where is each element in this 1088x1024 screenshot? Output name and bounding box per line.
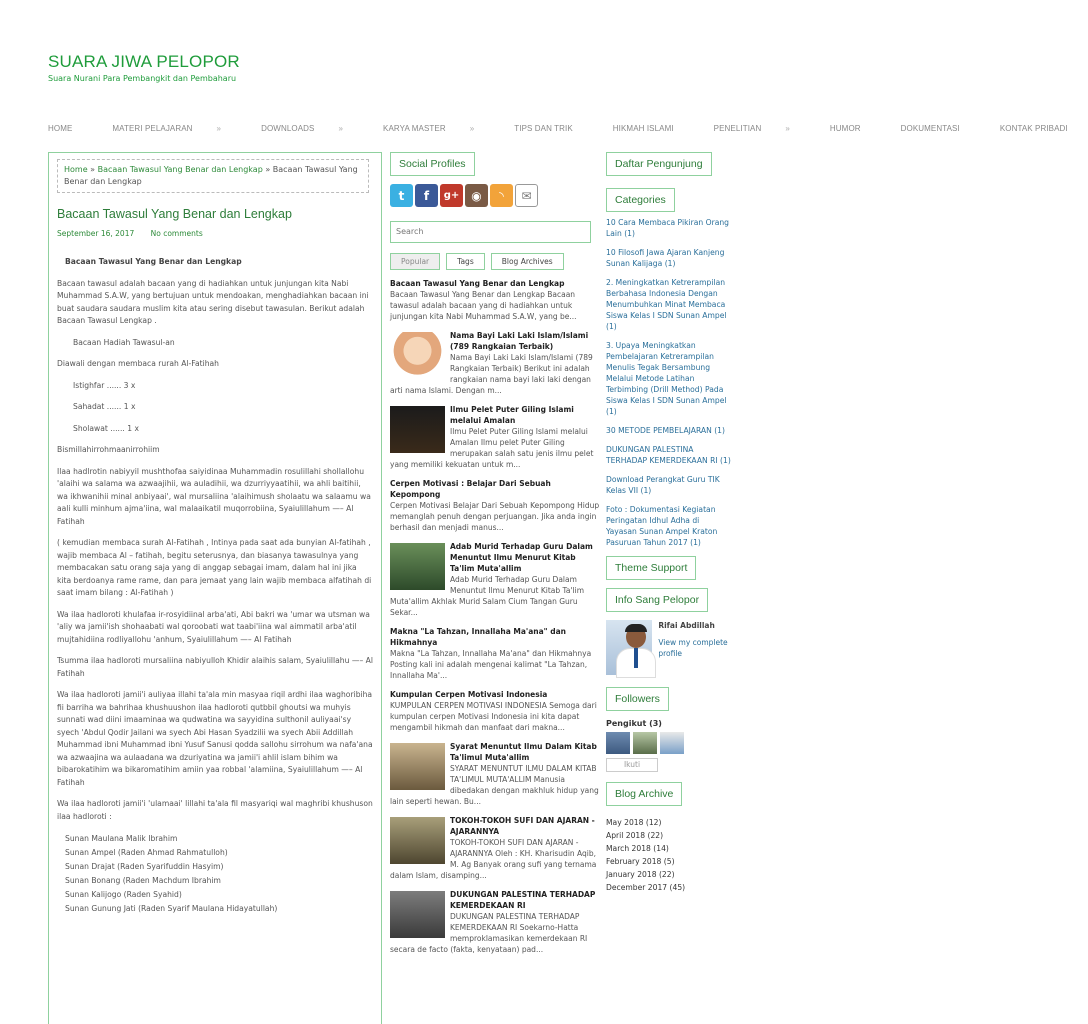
widget-tabs <box>390 253 600 270</box>
social-icons <box>390 184 600 207</box>
list-item <box>390 889 600 955</box>
nav-item[interactable]: KARYA MASTER » <box>383 123 475 133</box>
archive-list <box>606 818 732 892</box>
post-thumbnail[interactable] <box>390 817 445 864</box>
email-icon[interactable]: ✉ <box>515 184 538 207</box>
list-item <box>390 689 600 733</box>
post-paragraph: Bismillahirrohmaanirrohiim <box>57 445 160 454</box>
nav-item[interactable]: HOME <box>48 123 73 133</box>
archive-link[interactable]: March 2018 (14) <box>606 844 669 853</box>
popular-post-title[interactable]: Syarat Menuntut Ilmu Dalam Kitab Ta'limul Muta'allim <box>450 742 597 762</box>
popular-post-title[interactable]: Cerpen Motivasi : Belajar Dari Sebuah Kepompong <box>390 479 551 499</box>
post-paragraph: Bacaan tawasul adalah bacaan yang di hadiahkan untuk junjungan kita Nabi Muhammad S.A.W, yang bertujuan untuk mendoakan, menghadiahkan bacaan ini buat saudara saudara muslim kita atau sering disebut tawasulan. Berikut adalah Bacaan Tawasul Lengkap . <box>57 278 369 325</box>
post-paragraph: Tsumma ilaa hadloroti mursaliina nabiyulloh Khidir alaihis salam, Syaiulillahu —– Al Fatihah <box>57 656 373 678</box>
theme-support-title: Theme Support <box>606 556 696 580</box>
followers-list <box>606 732 732 754</box>
popular-post-title[interactable]: Ilmu Pelet Puter Giling Islami melalui Amalan <box>450 405 574 425</box>
archive-link[interactable]: December 2017 (45) <box>606 883 686 892</box>
popular-post-snippet: TOKOH-TOKOH SUFI DAN AJARAN - AJARANNYA Oleh : KH. Kharisudin Aqib, M. Ag Banyak orang sufi yang ternama dalam Islam, disamping... <box>390 838 597 880</box>
post-body <box>57 256 373 916</box>
social-profiles-title: Social Profiles <box>390 152 475 176</box>
nav-item[interactable]: HIKMAH ISLAMI <box>612 123 674 133</box>
info-title: Info Sang Pelopor <box>606 588 708 612</box>
dropdown-arrow-icon: » <box>338 123 344 133</box>
followers-title: Followers <box>606 687 669 711</box>
categories-title: Categories <box>606 188 675 212</box>
follower-avatar[interactable] <box>606 732 630 754</box>
rss-icon[interactable]: ◝ <box>490 184 513 207</box>
instagram-icon[interactable]: ◉ <box>465 184 488 207</box>
breadcrumb: Home » Bacaan Tawasul Yang Benar dan Lengkap » Bacaan Tawasul Yang Benar dan Lengkap <box>57 159 369 193</box>
nav-item[interactable]: DOWNLOADS » <box>261 123 344 133</box>
nav-item[interactable]: DOKUMENTASI <box>900 123 960 133</box>
popular-post-snippet: Makna "La Tahzan, Innallaha Ma'ana" dan Hikmahnya Posting kali ini adalah mengenai kalimat "La Tahzan, Innallaha Ma'... <box>390 649 592 680</box>
popular-post-title[interactable]: Makna "La Tahzan, Innallaha Ma'ana" dan Hikmahnya <box>390 627 566 647</box>
post-paragraph: Bacaan Hadiah Tawasul-an <box>73 337 175 347</box>
category-link[interactable]: Download Perangkat Guru TIK Kelas VII (1) <box>606 475 720 495</box>
list-item: Sunan Drajat (Raden Syarifuddin Hasyim) <box>65 862 224 871</box>
post-thumbnail[interactable] <box>390 543 445 590</box>
post-thumbnail[interactable] <box>390 332 445 379</box>
follower-avatar[interactable] <box>660 732 684 754</box>
nav-item[interactable]: HUMOR <box>829 123 861 133</box>
middle-sidebar <box>390 152 600 955</box>
popular-posts <box>390 278 600 955</box>
avatar[interactable] <box>606 620 652 675</box>
popular-post-title[interactable]: Kumpulan Cerpen Motivasi Indonesia <box>390 690 548 699</box>
followers-count: Pengikut (3) <box>606 719 662 728</box>
category-link[interactable]: Foto : Dokumentasi Kegiatan Peringatan Idhul Adha di Yayasan Sunan Ampel Kraton Pasuruan Tahun 2017 (1) <box>606 505 718 547</box>
site-description: Suara Nurani Para Pembangkit dan Pembaharu <box>48 74 237 83</box>
archive-link[interactable]: April 2018 (22) <box>606 831 664 840</box>
list-item <box>390 815 600 881</box>
post-comments-link[interactable]: No comments <box>150 229 203 238</box>
popular-post-title[interactable]: DUKUNGAN PALESTINA TERHADAP KEMERDEKAAN RI <box>450 890 596 910</box>
popular-post-snippet: KUMPULAN CERPEN MOTIVASI INDONESIA Semoga dari kumpulan cerpen Motivasi Indonesia ini kita dapat mengambil hikmah dan manfaat dari makna... <box>390 701 597 732</box>
popular-post-snippet: DUKUNGAN PALESTINA TERHADAP KEMERDEKAAN RI Soekarno-Hatta memproklamasikan kemerdekaan RI secara de facto (fakta, kenyataan) pad... <box>390 912 588 954</box>
popular-post-snippet: Bacaan Tawasul Yang Benar dan Lengkap Bacaan tawasul adalah bacaan yang di hadiahkan untuk junjungan kita Nabi Muhammad S.A.W, yang be... <box>390 290 577 321</box>
category-link[interactable]: DUKUNGAN PALESTINA TERHADAP KEMERDEKAAN RI (1) <box>606 445 731 465</box>
post-paragraph: Ilaa hadlrotin nabiyyil mushthofaa saiyidinaa Muhammadin rosulillahi shollallohu 'alaihi wa salama wa azwaajihii, wa auladihii, wa dzurriyyaatihii, wa ahli baitihii, wa ikhwanihii minal anbiyaai', wal mursaliina 'alaihimush sholaatu wa salaamu wa aali kulli minhum ajma'iina, wal malaaikatil muqorrobiina, Syaiulillahum —– Al Fatihah <box>57 466 371 526</box>
list-item <box>390 330 600 396</box>
post-thumbnail[interactable] <box>390 406 445 453</box>
post-title[interactable]: Bacaan Tawasul Yang Benar dan Lengkap <box>57 207 292 221</box>
post-thumbnail[interactable] <box>390 743 445 790</box>
dropdown-arrow-icon: » <box>785 123 790 133</box>
nav-item[interactable]: KONTAK PRIBADI <box>999 123 1068 133</box>
post-paragraph: Wa ilaa hadloroti jamii'i 'ulamaai' lillahi ta'ala fil masyariqi wal maghribi khushuson ilaa hadloroti : <box>57 799 373 821</box>
tab-popular[interactable]: Popular <box>390 253 440 270</box>
facebook-icon[interactable]: f <box>415 184 438 207</box>
search-input[interactable]: Search <box>390 221 591 243</box>
list-item <box>390 478 600 533</box>
breadcrumb-parent-link[interactable]: Bacaan Tawasul Yang Benar dan Lengkap <box>97 165 263 174</box>
profile-name[interactable]: Rifai Abdillah <box>658 621 715 630</box>
nav-item[interactable]: MATERI PELAJARAN » <box>112 123 222 133</box>
popular-post-snippet: SYARAT MENUNTUT ILMU DALAM KITAB TA'LIMUL MUTA'ALLIM Manusia dibedakan dengan makhluk hidup yang lain seperti hewan. Bu... <box>390 764 599 806</box>
nav-item[interactable]: TIPS DAN TRIK <box>514 123 573 133</box>
blog-archive-title: Blog Archive <box>606 782 682 806</box>
right-sidebar <box>606 152 732 896</box>
tab-tags[interactable]: Tags <box>446 253 485 270</box>
list-item <box>390 741 600 807</box>
breadcrumb-current: Bacaan Tawasul Yang Benar dan Lengkap <box>64 165 358 186</box>
google-plus-icon[interactable]: g+ <box>440 184 463 207</box>
breadcrumb-home-link[interactable]: Home <box>64 165 88 174</box>
tab-blog-archives[interactable]: Blog Archives <box>491 253 564 270</box>
post-paragraph: Sholawat ...... 1 x <box>73 423 139 433</box>
twitter-icon[interactable]: t <box>390 184 413 207</box>
post-paragraph: Wa ilaa hadloroti jamii'i auliyaa illahi ta'ala min masyaa riqil ardhi ilaa waghoribiha fii barriha wa bahrihaa khushuushon ilaa hadloroti qutbbil ghoutsi wa muhyis sunnati wad diini imaaminaa wa qudwatina wa sayyidina sulthonil auliyaai'sy syech 'Abdul Qodir Jailani wa syech Abi Hasan Syadzilii wa syech Abii Addillah Muhammad ibni Muhammad ibni Yusuf Sanusi qodda sallohu sirrohum wa nafa'ana wa azwaajina wa aulaadana wa dzuriyatina wa jamii'i ahlil islam bihim wa bibarokatihim wa bikaromatihim amiin yaa robbal 'alamiina, Syaiulillahum —– Al Fatihah <box>57 690 373 787</box>
list-item <box>390 541 600 618</box>
list-item: Sunan Bonang (Raden Machdum Ibrahim <box>65 876 221 885</box>
post-heading: Bacaan Tawasul Yang Benar dan Lengkap <box>65 257 242 266</box>
post-paragraph: ( kemudian membaca surah Al-Fatihah , Intinya pada saat ada bunyian Al-fatihah , wajib membaca Al – fatihah, begitu seterusnya, dan biasanya tawasulnya yang membacakan satu orang saja yang di anggap sebagai imam, dalam hal ini jika kita berdoanya rame rame, dan para jemaat yang lain wajib membaca alfatihah di saat imam bilang : Al-Fatihah ) <box>57 538 372 597</box>
post-paragraph: Istighfar ...... 3 x <box>73 380 136 390</box>
popular-post-snippet: Adab Murid Terhadap Guru Dalam Menuntut Ilmu Menurut Kitab Ta'lim Muta'allim Akhlak Murid Salam Cium Tangan Guru Sekar... <box>390 575 585 617</box>
follower-avatar[interactable] <box>633 732 657 754</box>
dropdown-arrow-icon: » <box>469 123 475 133</box>
categories-list <box>606 217 732 548</box>
list-item: Sunan Kalijogo (Raden Syahid) <box>65 890 182 899</box>
post-meta <box>57 229 373 238</box>
list-item <box>390 404 600 470</box>
archive-link[interactable]: May 2018 (12) <box>606 818 662 827</box>
site-title[interactable]: SUARA JIWA PELOPOR <box>48 52 240 71</box>
list-item: Sunan Ampel (Raden Ahmad Rahmatulloh) <box>65 848 228 857</box>
popular-post-snippet: Ilmu Pelet Puter Giling Islami melalui Amalan Ilmu pelet Puter Giling merupakan salah satu jenis ilmu pelet yang memiliki kekuatan untuk m... <box>390 427 594 469</box>
post-paragraph: Sahadat ...... 1 x <box>73 402 136 411</box>
post-thumbnail[interactable] <box>390 891 445 938</box>
dropdown-arrow-icon: » <box>216 123 222 133</box>
category-link[interactable]: 3. Upaya Meningkatkan Pembelajaran Ketrerampilan Menulis Tegak Bersambung Melalui Metode Latihan Terbimbing (Drill Method) Pada Siswa Kelas I SDN Sunan Ampel (1) <box>606 341 727 416</box>
popular-post-snippet: Nama Bayi Laki Laki Islam/Islami (789 Rangkaian Terbaik) Berikut ini adalah rangkaian nama bayi laki laki dengan arti nama Islami. Dengan m... <box>390 353 593 395</box>
archive-link[interactable]: February 2018 (5) <box>606 857 675 866</box>
popular-post-snippet: Cerpen Motivasi Belajar Dari Sebuah Kepompong Hidup memanglah penuh dengan perjuangan. Jika anda ingin berhasil dan menjadi manus... <box>390 501 600 532</box>
category-link[interactable]: 30 METODE PEMBELAJARAN (1) <box>606 426 725 435</box>
list-item: Sunan Maulana Malik Ibrahim <box>65 834 178 843</box>
archive-link[interactable]: January 2018 (22) <box>606 870 675 879</box>
main-nav <box>48 120 1068 136</box>
profile-link[interactable]: View my complete profile <box>658 638 728 658</box>
post-column <box>48 152 382 1024</box>
post-paragraph: Wa ilaa hadloroti khulafaa ir-rosyidiinal arba'ati, Abi bakri wa 'umar wa utsman wa 'aliy wa jamii'ish shohaabati wal qoroobati wat taabi'iina wal aimmatil arba'atil mujtahidiina rodliyallohu 'anhum, Syaiulillahum —– Al Fatihah <box>57 609 370 644</box>
nav-item[interactable]: PENELITIAN » <box>713 123 790 133</box>
category-link[interactable]: 2. Meningkatkan Ketrerampilan Berbahasa Indonesia Dengan Menumbuhkan Minat Membaca Siswa Kelas I SDN Sunan Ampel (1) <box>606 278 727 331</box>
post-date[interactable]: September 16, 2017 <box>57 229 135 238</box>
category-link[interactable]: 10 Cara Membaca Pikiran Orang Lain (1) <box>606 218 729 238</box>
popular-post-title[interactable]: Adab Murid Terhadap Guru Dalam Menuntut Ilmu Menurut Kitab Ta'lim Muta'allim <box>450 542 593 573</box>
profile <box>606 620 732 675</box>
visitors-title: Daftar Pengunjung <box>606 152 712 176</box>
list-item: Sunan Gunung Jati (Raden Syarif Maulana Hidayatullah) <box>65 904 278 913</box>
post-paragraph: Diawali dengan membaca rurah Al-Fatihah <box>57 359 219 368</box>
sunan-list <box>57 832 373 916</box>
list-item <box>390 278 600 322</box>
follow-button[interactable]: Ikuti <box>606 758 658 772</box>
list-item <box>390 626 600 681</box>
popular-post-title[interactable]: TOKOH-TOKOH SUFI DAN AJARAN - AJARANNYA <box>450 816 595 836</box>
category-link[interactable]: 10 Filosofi Jawa Ajaran Kanjeng Sunan Kalijaga (1) <box>606 248 725 268</box>
popular-post-title[interactable]: Nama Bayi Laki Laki Islam/Islami (789 Rangkaian Terbaik) <box>450 331 589 351</box>
popular-post-title[interactable]: Bacaan Tawasul Yang Benar dan Lengkap <box>390 279 565 288</box>
site-header <box>48 52 240 83</box>
